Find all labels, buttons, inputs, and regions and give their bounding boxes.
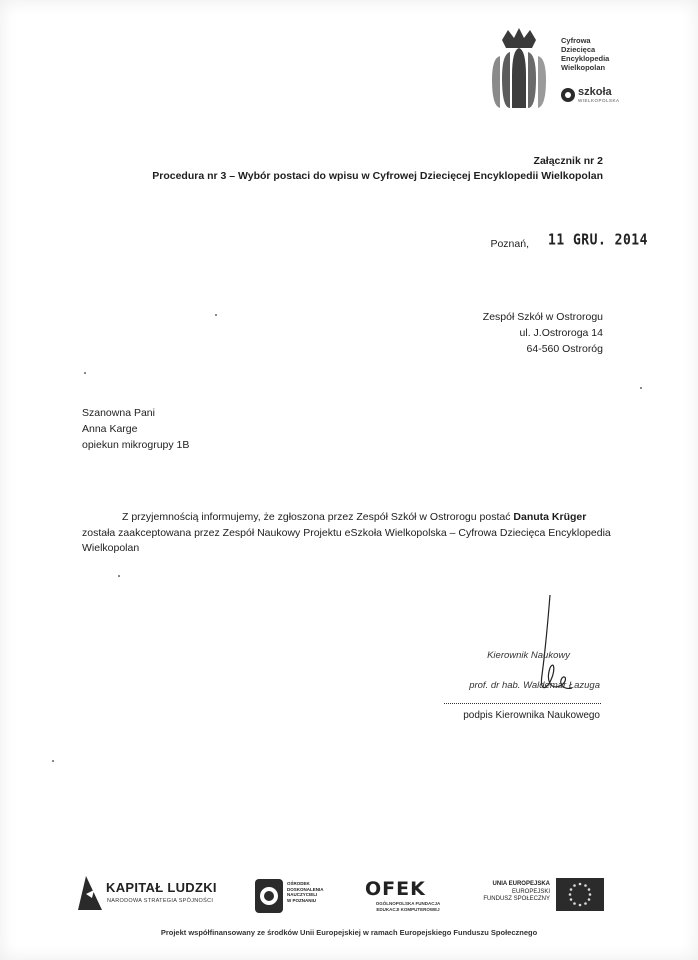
signature-caption: podpis Kierownika Naukowego	[463, 710, 600, 721]
body-part-2: została zaakceptowana przez Zespół Naukowy Projektu eSzkoła Wielkopolska – Cyfrowa Dziecięca Encyklopedia Wielkopolan	[82, 526, 611, 554]
signature-line	[444, 703, 601, 704]
signatory-role: Kierownik Naukowy	[487, 650, 570, 661]
encyclopedia-logo-text: Cyfrowa Dziecięca Encyklopedia Wielkopolan	[561, 36, 610, 72]
body-part-1: Z przyjemnością informujemy, że zgłoszona przez Zespół Szkół w Ostrorogu postać	[122, 511, 511, 523]
odn-logo-text: OŚRODEK DOSKONALENIA NAUCZYCIELI W POZNANIU	[287, 881, 324, 903]
sender-line: 64-560 Ostroróg	[526, 343, 603, 355]
signatory-name: prof. dr hab. Waldemar Łazuga	[469, 680, 600, 691]
recipient-line: Anna Karge	[82, 423, 138, 435]
scan-speck	[215, 314, 217, 316]
eu-label: UNIA EUROPEJSKA EUROPEJSKI FUNDUSZ SPOŁECZNY	[483, 881, 550, 902]
recipient-line: opiekun mikrogrupy 1B	[82, 439, 190, 451]
scan-speck	[52, 760, 54, 762]
sender-line: ul. J.Ostroroga 14	[519, 327, 603, 339]
scan-speck	[84, 372, 86, 374]
eszkola-logo: szkoła WIELKOPOLSKA	[560, 86, 620, 104]
ofek-subtitle: OGÓLNOPOLSKA FUNDACJA EDUKACJI KOMPUTEROWEJ	[375, 901, 441, 912]
scan-speck	[118, 575, 120, 577]
eszkola-icon	[560, 86, 576, 104]
letter-body	[82, 510, 612, 557]
kapital-ludzki-subtitle: NARODOWA STRATEGIA SPÓJNOŚCI	[107, 898, 214, 904]
crown-icon	[502, 28, 536, 48]
annex-label: Załącznik nr 2	[533, 155, 603, 167]
place-label: Poznań,	[490, 238, 529, 250]
scan-speck	[640, 387, 642, 389]
recipient-line: Szanowna Pani	[82, 407, 155, 419]
character-name: Danuta Krüger	[513, 511, 587, 523]
ofek-logo: OFEK	[365, 878, 426, 900]
encyclopedia-logo	[488, 28, 550, 110]
kapital-ludzki-name: KAPITAŁ LUDZKI	[106, 880, 217, 895]
procedure-title: Procedura nr 3 – Wybór postaci do wpisu w Cyfrowej Dziecięcej Encyklopedii Wielkopolan	[152, 170, 603, 182]
date-stamp: 11 GRU. 2014	[548, 231, 648, 250]
sender-line: Zespół Szkół w Ostrorogu	[482, 311, 603, 323]
eu-flag-icon	[556, 878, 604, 911]
sender-address	[350, 309, 603, 357]
cofinance-note: Projekt współfinansowany ze środków Unii Europejskiej w ramach Europejskiego Funduszu Społecznego	[160, 928, 538, 937]
recipient-block	[82, 405, 189, 453]
